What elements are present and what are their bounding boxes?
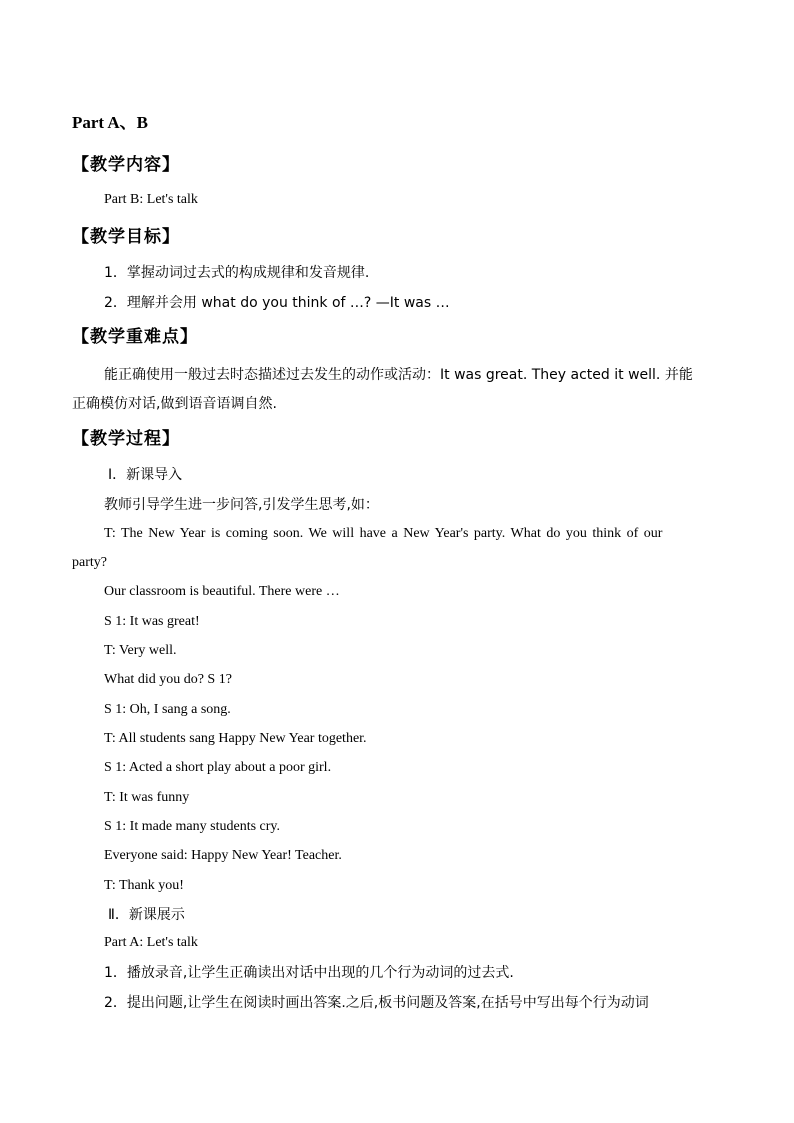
section-heading-key-points: 【教学重难点】 [72, 327, 198, 347]
dialog-line: Our classroom is beautiful. There were … [104, 584, 340, 599]
goal-item-1: 1．掌握动词过去式的构成规律和发音规律. [104, 265, 370, 281]
dialog-line: T: All students sang Happy New Year together. [104, 731, 367, 746]
dialog-line-teacher-1: T: The New Year is coming soon. We will have a New Year's party. What do you think of our [104, 526, 663, 541]
section-heading-process: 【教学过程】 [72, 429, 180, 449]
step-2-item-1: 1．播放录音,让学生正确读出对话中出现的几个行为动词的过去式. [104, 965, 514, 981]
dialog-line: S 1: Oh, I sang a song. [104, 702, 231, 717]
dialog-line: S 1: It made many students cry. [104, 819, 281, 834]
content-line: Part B: Let's talk [104, 192, 198, 207]
goal-item-2: 2．理解并会用 what do you think of …? —It was … [104, 295, 450, 311]
dialog-line-teacher-1-cont: party? [72, 555, 107, 570]
step-2-heading: Ⅱ．新课展示 [108, 907, 185, 923]
step-1-heading: Ⅰ．新课导入 [108, 467, 183, 483]
dialog-line: T: Thank you! [104, 878, 184, 893]
key-points-text-1: 能正确使用一般过去时态描述过去发生的动作或活动：It was great. They acted it well. 并能 [104, 367, 693, 383]
dialog-line: S 1: It was great! [104, 614, 200, 629]
dialog-line: What did you do? S 1? [104, 672, 232, 687]
dialog-line: T: It was funny [104, 790, 190, 805]
key-points-text-2: 正确模仿对话,做到语音语调自然. [72, 396, 277, 412]
section-heading-content: 【教学内容】 [72, 155, 180, 175]
dialog-line: T: Very well. [104, 643, 177, 658]
dialog-line: Everyone said: Happy New Year! Teacher. [104, 848, 342, 863]
step-1-intro: 教师引导学生进一步问答,引发学生思考,如： [104, 497, 379, 513]
step-2-line: Part A: Let's talk [104, 935, 198, 950]
dialog-line: S 1: Acted a short play about a poor girl. [104, 760, 332, 775]
page-title: Part A、B [72, 113, 149, 132]
step-2-item-2: 2．提出问题,让学生在阅读时画出答案.之后,板书问题及答案,在括号中写出每个行为动词 [104, 995, 649, 1011]
section-heading-goals: 【教学目标】 [72, 227, 180, 247]
